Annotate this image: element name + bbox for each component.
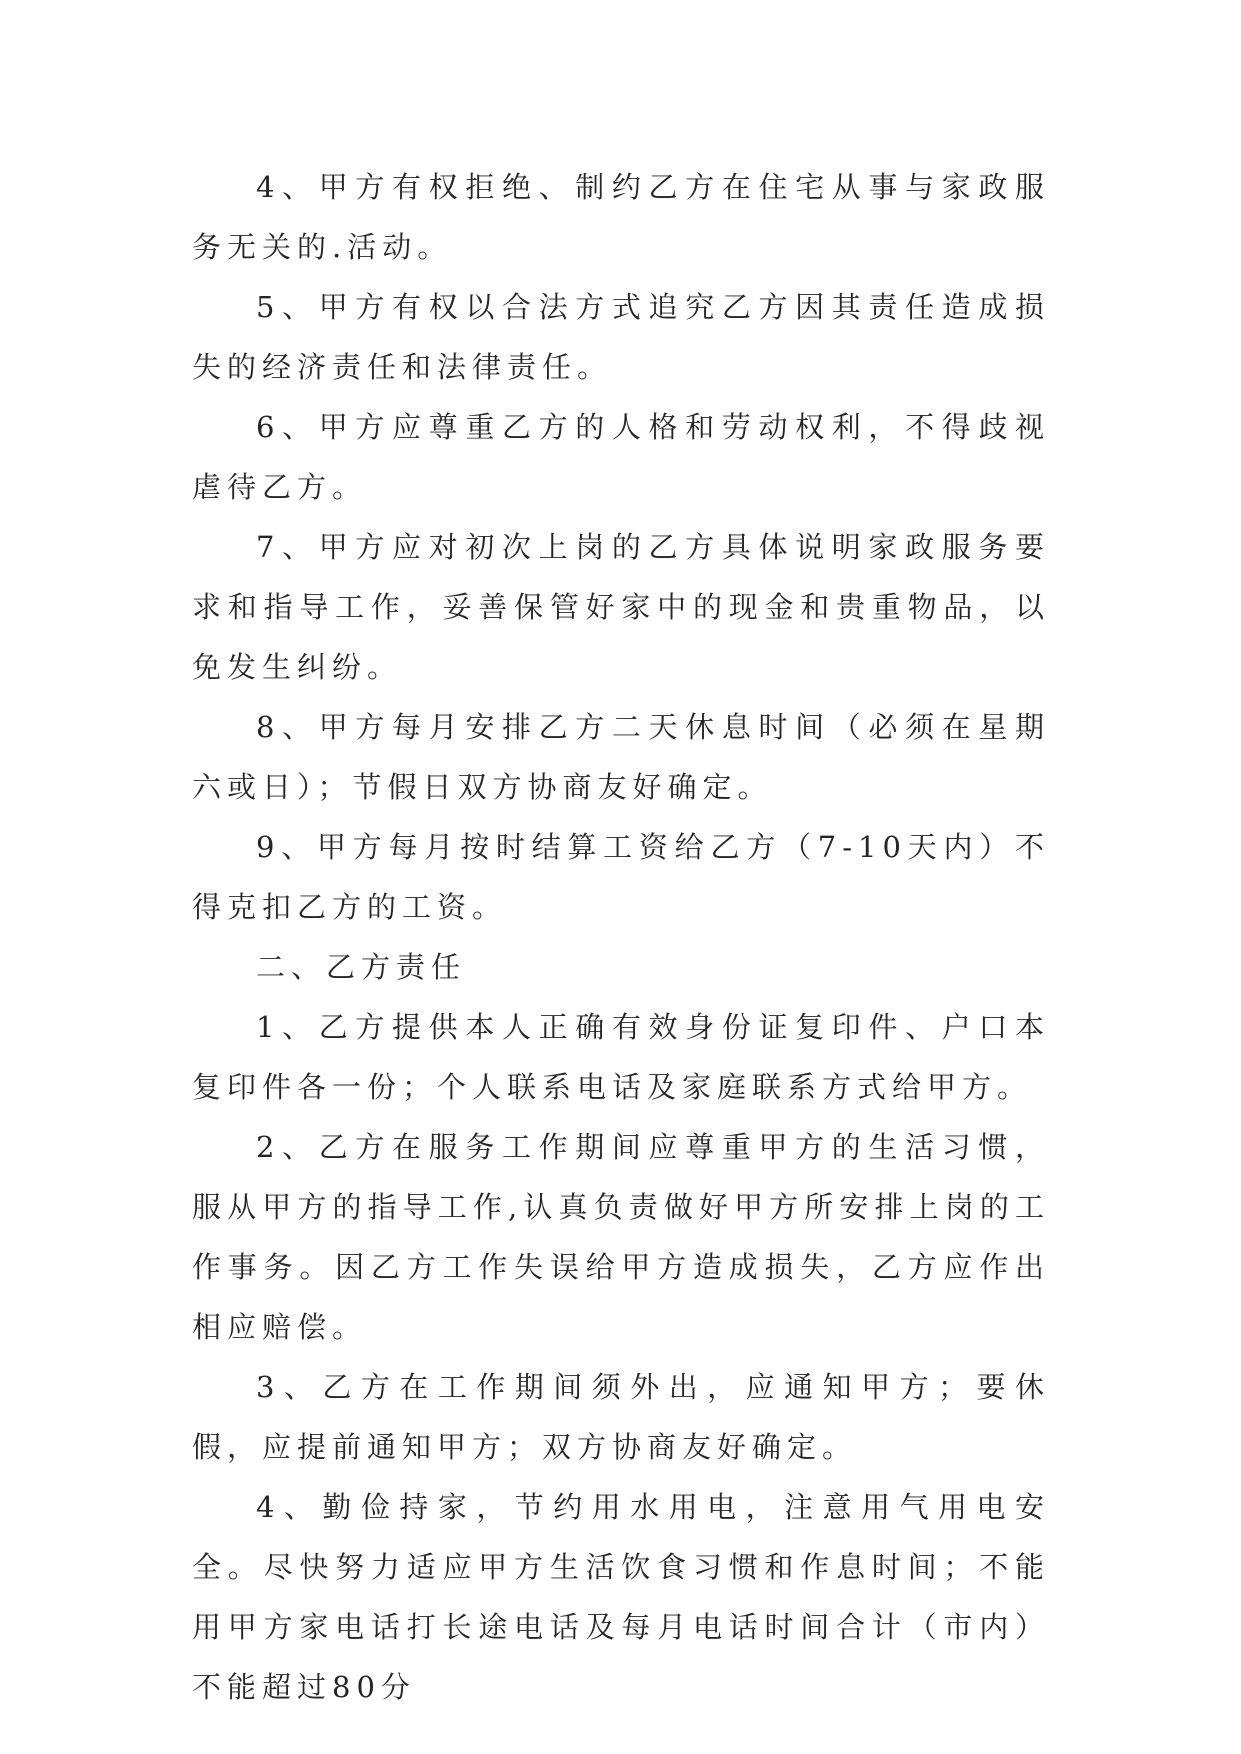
document-body [192,157,1050,1717]
paragraph-jia-6: 6、甲方应尊重乙方的人格和劳动权利，不得歧视虐待乙方。 [192,410,1050,504]
paragraph-yi-2: 2、乙方在服务工作期间应尊重甲方的生活习惯，服从甲方的指导工作,认真负责做好甲方所安排上岗的工作事务。因乙方工作失误给甲方造成损失，乙方应作出相应赔偿。 [192,1130,1050,1344]
paragraph-yi-3: 3、乙方在工作期间须外出，应通知甲方；要休假，应提前通知甲方；双方协商友好确定。 [192,1370,1050,1464]
paragraph-jia-4: 4、甲方有权拒绝、制约乙方在住宅从事与家政服务无关的.活动。 [192,170,1050,264]
paragraph-jia-5: 5、甲方有权以合法方式追究乙方因其责任造成损失的经济责任和法律责任。 [192,290,1050,384]
paragraph-yi-1: 1、乙方提供本人正确有效身份证复印件、户口本复印件各一份；个人联系电话及家庭联系方式给甲方。 [192,1010,1050,1104]
paragraph-jia-8: 8、甲方每月安排乙方二天休息时间（必须在星期六或日）；节假日双方协商友好确定。 [192,710,1050,804]
section-heading-yi-responsibility: 二、乙方责任 [256,950,467,984]
paragraph-jia-9: 9、甲方每月按时结算工资给乙方（7-10天内）不得克扣乙方的工资。 [192,830,1050,924]
paragraph-jia-7: 7、甲方应对初次上岗的乙方具体说明家政服务要求和指导工作，妥善保管好家中的现金和贵重物品，以免发生纠纷。 [192,530,1050,684]
paragraph-yi-4: 4、勤俭持家，节约用水用电，注意用气用电安全。尽快努力适应甲方生活饮食习惯和作息时间；不能用甲方家电话打长途电话及每月电话时间合计（市内）不能超过80分 [192,1490,1050,1704]
